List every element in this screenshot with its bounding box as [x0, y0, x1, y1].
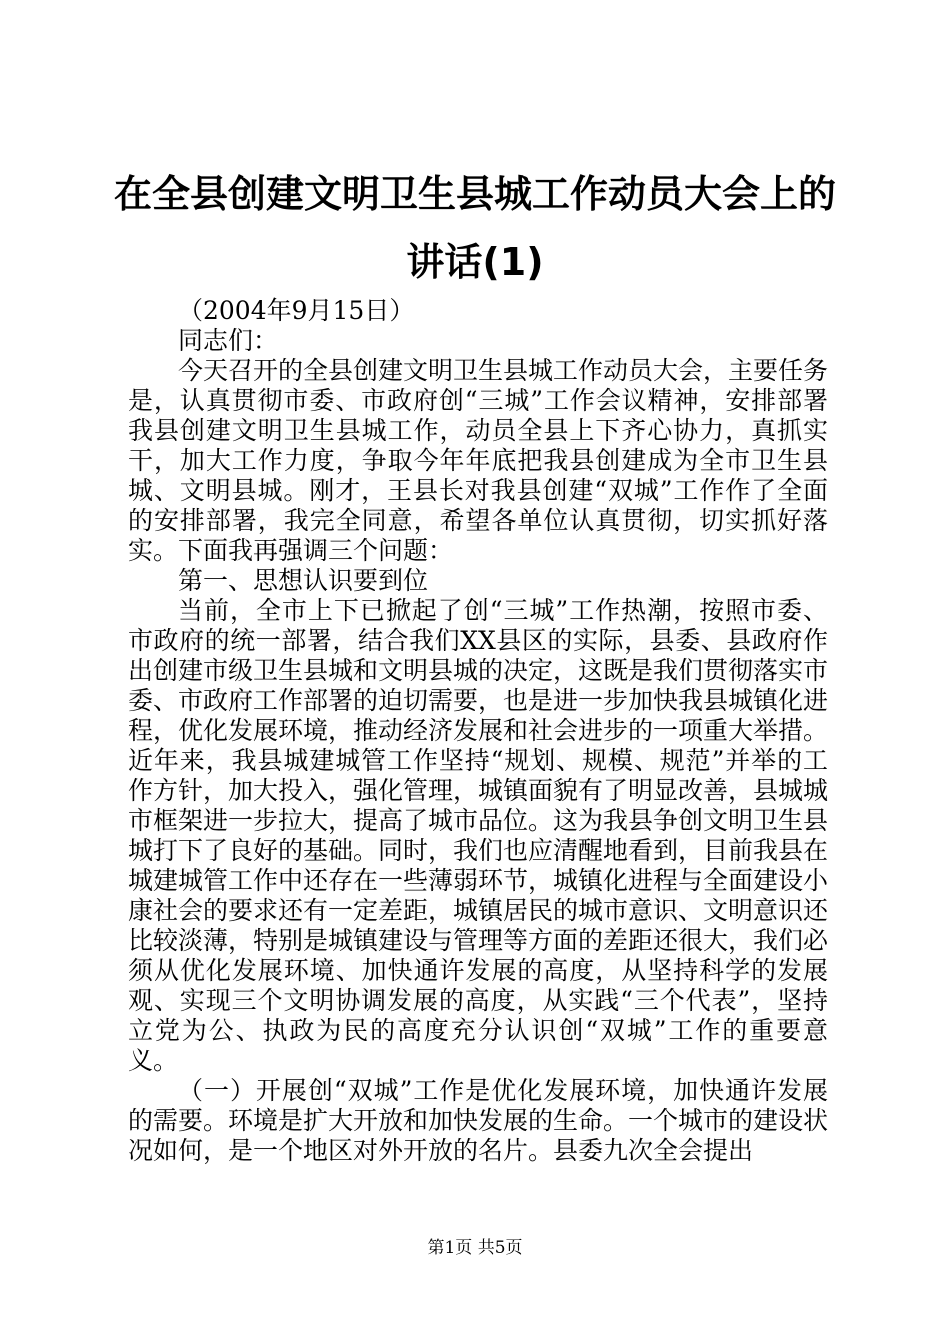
document-body: [128, 296, 828, 1166]
section-heading: 第一、思想认识要到位: [178, 566, 429, 595]
date-line: （2004年9月15日）: [178, 296, 415, 325]
salutation: 同志们：: [178, 326, 279, 355]
paragraph: 当前，全市上下已掀起了创“三城”工作热潮，按照市委、市政府的统一部署，结合我们XX县区的实际，县委、县政府作出创建市级卫生县城和文明县城的决定，这既是我们贯彻落实市委、市政府工作部署的迫切需要，也是进一步加快我县城镇化进程，优化发展环境，推动经济发展和社会进步的一项重大举措。近年来，我县城建城管工作坚持“规划、规模、规范”并举的工作方针，加大投入，强化管理，城镇面貌有了明显改善，县城城市框架进一步拉大，提高了城市品位。这为我县争创文明卫生县城打下了良好的基础。同时，我们也应清醒地看到，目前我县在城建城管工作中还存在一些薄弱环节，城镇化进程与全面建设小康社会的要求还有一定差距，城镇居民的城市意识、文明意识还比较淡薄，特别是城镇建设与管理等方面的差距还很大，我们必须从优化发展环境、加快通许发展的高度，从坚持科学的发展观、实现三个文明协调发展的高度，从实践“三个代表”，坚持立党为公、执政为民的高度充分认识创“双城”工作的重要意义。: [128, 596, 829, 1075]
paragraph: 今天召开的全县创建文明卫生县城工作动员大会，主要任务是，认真贯彻市委、市政府创“三城”工作会议精神，安排部署我县创建文明卫生县城工作，动员全县上下齐心协力，真抓实干，加大工作力度，争取今年年底把我县创建成为全市卫生县城、文明县城。刚才，王县长对我县创建“双城”工作作了全面的安排部署，我完全同意，希望各单位认真贯彻，切实抓好落实。下面我再强调三个问题：: [128, 356, 829, 565]
document-title: 在全县创建文明卫生县城工作动员大会上的讲话(1): [113, 172, 836, 284]
page-number-footer: 第1页 共5页: [427, 1238, 523, 1258]
paragraph: （一）开展创“双城”工作是优化发展环境，加快通许发展的需要。环境是扩大开放和加快发展的生命。一个城市的建设状况如何，是一个地区对外开放的名片。县委九次全会提出: [128, 1076, 829, 1165]
